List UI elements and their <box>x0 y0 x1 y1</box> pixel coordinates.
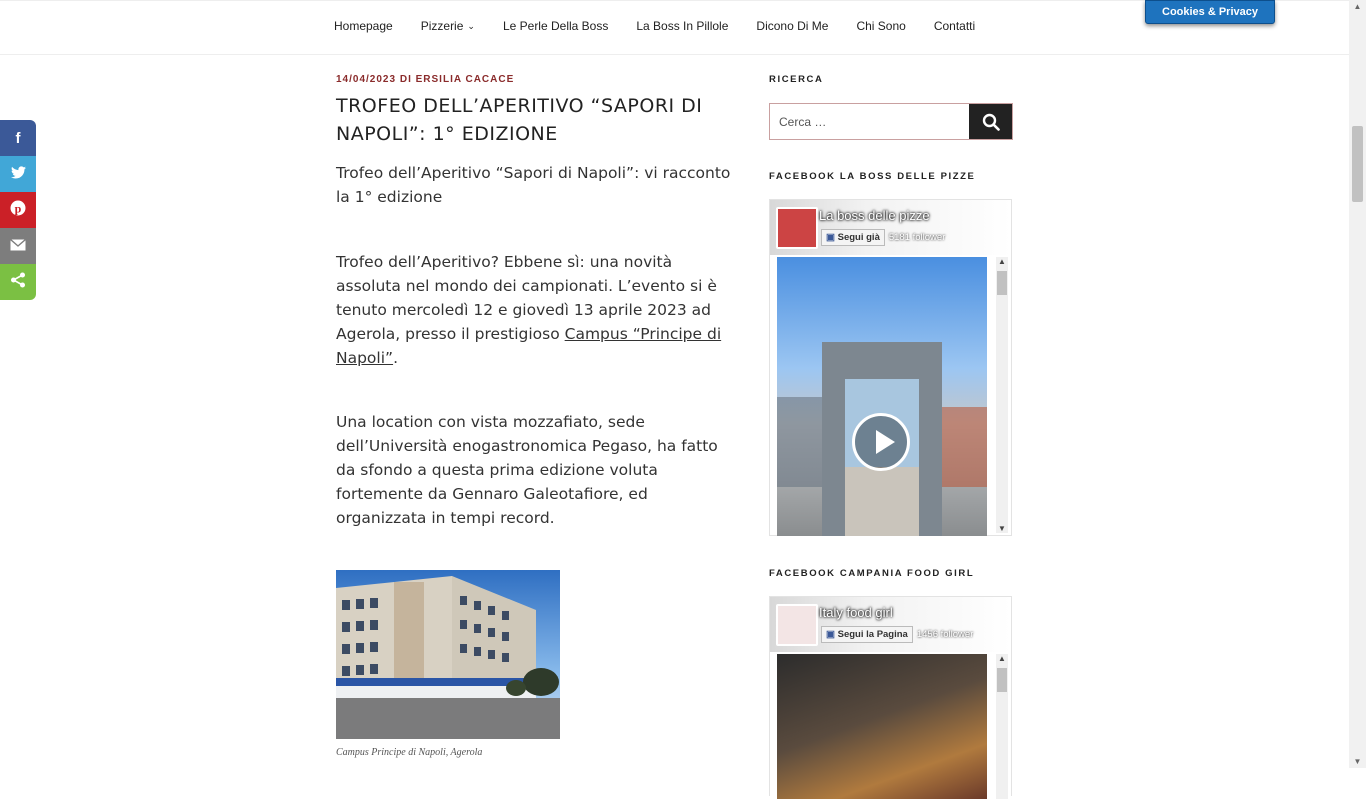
fb1-video-thumbnail[interactable] <box>777 257 987 536</box>
scroll-down-icon[interactable]: ▼ <box>998 524 1006 533</box>
email-icon <box>10 238 26 255</box>
post-paragraph-2: Trofeo dell’Aperitivo? Ebbene sì: una novità assoluta nel mondo dei campionati. L’evento si è tenuto mercoledì 12 e giovedì 13 aprile 2023 ad Agerola, presso il prestigioso Campus “Principe di Napoli”. <box>336 253 722 367</box>
nav-item-dicono-di-me[interactable]: Dicono Di Me <box>756 19 829 33</box>
fb2-avatar[interactable] <box>776 604 818 646</box>
search-form <box>769 103 1013 140</box>
cookie-privacy-button[interactable]: Cookies & Privacy Policy <box>1145 0 1275 24</box>
nav-item-boss-in-pillole[interactable]: La Boss In Pillole <box>636 19 729 33</box>
fb1-follower-count: 5181 follower <box>888 232 946 243</box>
sidebar <box>769 74 1013 663</box>
facebook-icon: f <box>15 129 21 147</box>
pinterest-share-button[interactable] <box>0 192 36 228</box>
post-article <box>336 74 731 758</box>
scroll-up-icon[interactable]: ▲ <box>998 257 1006 266</box>
search-input[interactable] <box>770 104 969 139</box>
twitter-icon <box>11 166 26 183</box>
twitter-share-button[interactable] <box>0 156 36 192</box>
scroll-up-icon[interactable]: ▲ <box>1353 2 1362 11</box>
search-widget-title: RICERCA <box>769 74 824 85</box>
scroll-down-icon[interactable]: ▼ <box>1353 757 1362 766</box>
fb1-widget-title: FACEBOOK LA BOSS DELLE PIZZE <box>769 171 976 182</box>
post-paragraph-3: Una location con vista mozzafiato, sede dell’Università enogastronomica Pegaso, ha fatto da sfondo a questa prima edizione voluta fortemente da Gennaro Galeotafiore, ed organizzata in tempi record. <box>336 413 718 527</box>
fb2-follow-button[interactable]: ▣ Segui la Pagina <box>821 626 913 643</box>
scroll-up-icon[interactable]: ▲ <box>998 654 1006 663</box>
campus-photo[interactable] <box>336 570 560 739</box>
nav-item-homepage[interactable]: Homepage <box>334 19 393 33</box>
search-button[interactable] <box>969 104 1012 139</box>
fb1-scrollbar[interactable] <box>996 257 1008 533</box>
campus-link[interactable]: Campus “Principe di Napoli” <box>336 325 722 367</box>
facebook-icon: ▣ <box>826 232 835 243</box>
facebook-icon: ▣ <box>826 629 835 640</box>
chevron-down-icon: ⌄ <box>467 21 475 31</box>
play-icon[interactable] <box>852 413 910 471</box>
search-icon <box>982 113 1000 131</box>
fb2-widget-title: FACEBOOK CAMPANIA FOOD GIRL <box>769 568 975 579</box>
post-date[interactable]: 14/04/2023 <box>336 74 397 85</box>
fb2-post-image[interactable] <box>777 654 987 799</box>
fb2-follower-count: 1456 follower <box>916 629 974 640</box>
fb1-avatar[interactable] <box>776 207 818 249</box>
pinterest-icon <box>10 200 26 220</box>
fb2-page-name[interactable]: Italy food girl <box>819 605 893 620</box>
sharethis-share-button[interactable] <box>0 264 36 300</box>
nav-item-chi-sono[interactable]: Chi Sono <box>856 19 906 33</box>
nav-item-contatti[interactable]: Contatti <box>933 19 976 33</box>
post-author[interactable]: ERSILIA CACACE <box>415 74 515 85</box>
fb1-header <box>770 200 1011 255</box>
fb2-page-widget[interactable] <box>769 596 1012 796</box>
fb2-header <box>770 597 1011 652</box>
post-intro: Trofeo dell’Aperitivo “Sapori di Napoli”: vi racconto la 1° edizione <box>336 164 731 206</box>
fb1-page-widget[interactable] <box>769 199 1012 536</box>
facebook-share-button[interactable] <box>0 120 36 156</box>
nav-item-pizzerie[interactable]: Pizzerie ⌄ <box>420 19 475 33</box>
svg-text:p: p <box>14 201 22 216</box>
photo-caption: Campus Principe di Napoli, Agerola <box>336 747 483 758</box>
post-by-word: DI <box>399 74 412 85</box>
main-menu <box>334 19 1003 33</box>
share-bar <box>0 120 36 300</box>
nav-item-perle-della-boss[interactable]: Le Perle Della Boss <box>502 19 609 33</box>
page-scrollbar[interactable] <box>1349 0 1366 768</box>
email-share-button[interactable] <box>0 228 36 264</box>
post-title: TROFEO DELL’APERITIVO “SAPORI DI NAPOLI”: 1° EDIZIONE <box>336 95 703 145</box>
fb1-follow-button[interactable]: ▣ Segui già <box>821 229 885 246</box>
post-meta <box>336 74 731 85</box>
fb1-page-name[interactable]: La boss delle pizze <box>819 208 930 223</box>
page-scroll-thumb[interactable] <box>1352 126 1363 202</box>
share-icon <box>10 272 26 292</box>
fb2-scrollbar[interactable] <box>996 654 1008 799</box>
